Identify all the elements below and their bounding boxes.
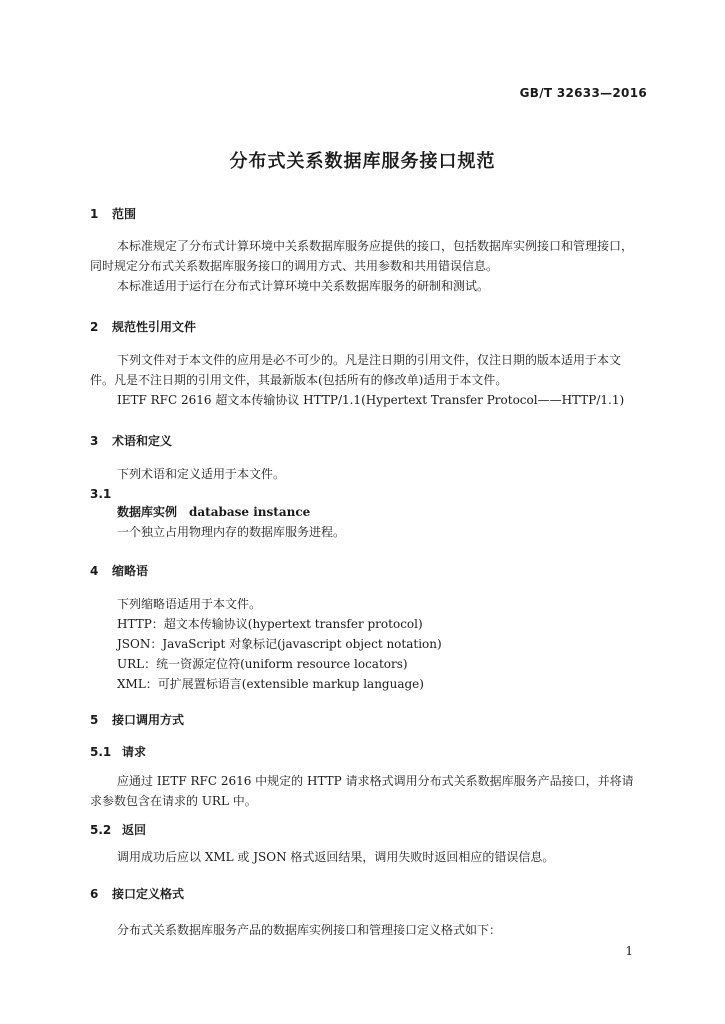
term-en: database instance: [189, 505, 311, 519]
text-line: 应通过 IETF RFC 2616 中规定的 HTTP 请求格式调用分布式关系数据库服务产品接口，并将请: [117, 774, 634, 788]
text-line: 分布式关系数据库服务产品的数据库实例接口和管理接口定义格式如下：: [117, 923, 502, 937]
section-title: 缩略语: [112, 564, 149, 578]
section-6-body: [90, 920, 660, 940]
section-2-heading: [90, 318, 196, 335]
section-4-heading: [90, 562, 148, 579]
abbreviation-item: XML：可扩展置标语言(extensible markup language): [117, 677, 424, 691]
text-line: 求参数包含在请求的 URL 中。: [90, 794, 257, 808]
term-definition: 一个独立占用物理内存的数据库服务进程。: [117, 525, 346, 539]
section-3-intro: [90, 464, 660, 484]
text-line: 下列术语和定义适用于本文件。: [117, 467, 286, 481]
normative-reference: IETF RFC 2616 超文本传输协议 HTTP/1.1(Hypertext Transfer Protocol——HTTP/1.1): [117, 393, 625, 407]
section-number: 2: [90, 320, 99, 334]
text-line: 下列文件对于本文件的应用是必不可少的。凡是注日期的引用文件，仅注日期的版本适用于本文: [117, 353, 622, 367]
section-5-heading: [90, 711, 184, 728]
subsection-5-1-heading: [90, 743, 146, 760]
section-title: 接口调用方式: [112, 713, 185, 727]
subsection-5-1-body: [90, 771, 660, 811]
document-title: 分布式关系数据库服务接口规范: [229, 151, 496, 172]
text-line: 调用成功后应以 XML 或 JSON 格式返回结果，调用失败时返回相应的错误信息。: [117, 850, 555, 864]
section-title: 请求: [122, 745, 147, 759]
section-1-paragraph-1: [90, 236, 660, 296]
section-6-heading: [90, 885, 184, 902]
abbreviation-item: URL：统一资源定位符(uniform resource locators): [117, 657, 408, 671]
section-number: 3: [90, 434, 99, 448]
section-3-heading: [90, 432, 172, 449]
abbreviation-item: HTTP：超文本传输协议(hypertext transfer protocol): [117, 617, 423, 631]
section-title: 接口定义格式: [112, 887, 185, 901]
subsection-3-1-number: 3.1: [90, 487, 112, 501]
section-title: 范围: [112, 207, 137, 221]
page-number: 1: [625, 944, 633, 958]
term-entry: [90, 502, 660, 542]
section-number: 1: [90, 207, 99, 221]
text-line: 件。凡是不注日期的引用文件，其最新版本(包括所有的修改单)适用于本文件。: [90, 373, 508, 387]
standard-number: GB/T 32633—2016: [519, 86, 647, 100]
text-line: 本标准规定了分布式计算环境中关系数据库服务应提供的接口，包括数据库实例接口和管理接口，: [117, 239, 634, 253]
section-title: 返回: [122, 823, 147, 837]
section-4-body: [90, 594, 660, 694]
section-number: 6: [90, 887, 99, 901]
section-2-paragraph: [90, 350, 660, 410]
abbreviation-item: JSON：JavaScript 对象标记(javascript object notation): [117, 637, 442, 651]
text-line: 下列缩略语适用于本文件。: [117, 597, 262, 611]
section-number: 5.2: [90, 823, 112, 837]
section-number: 5.1: [90, 745, 112, 759]
term-zh: 数据库实例: [117, 505, 178, 519]
section-1-heading: [90, 205, 136, 222]
section-title: 规范性引用文件: [112, 320, 197, 334]
text-line: 同时规定分布式关系数据库服务接口的调用方式、共用参数和共用错误信息。: [90, 259, 499, 273]
section-title: 术语和定义: [112, 434, 173, 448]
section-number: 4: [90, 564, 99, 578]
section-number: 5: [90, 713, 99, 727]
text-line: 本标准适用于运行在分布式计算环境中关系数据库服务的研制和测试。: [117, 279, 490, 293]
subsection-5-2-heading: [90, 821, 146, 838]
subsection-5-2-body: [90, 847, 660, 867]
